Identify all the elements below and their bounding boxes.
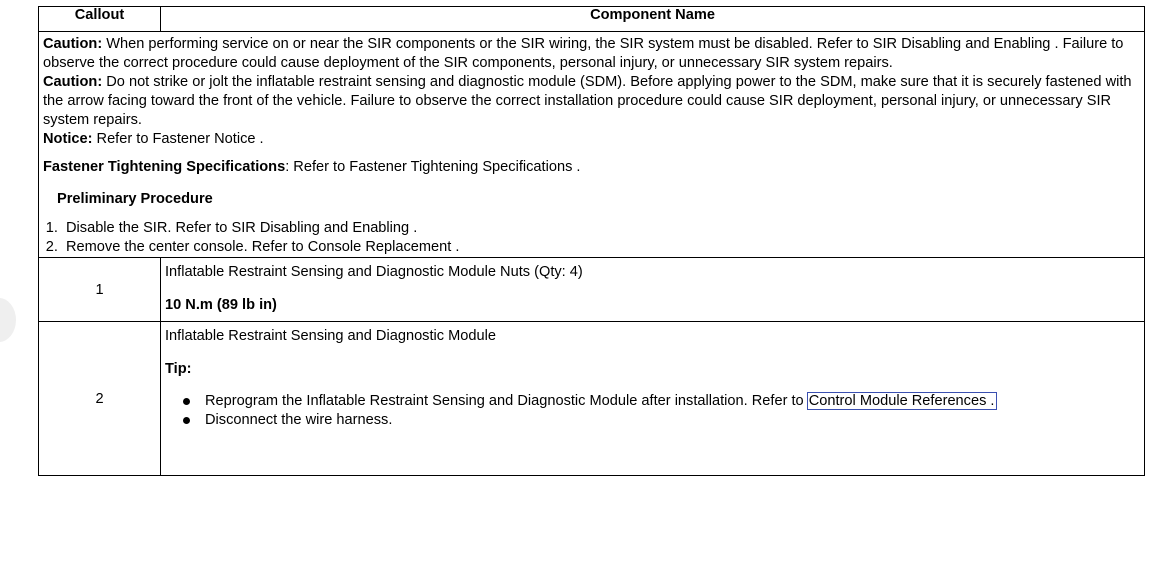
table-row <box>39 258 1145 322</box>
preliminary-procedure-title: Preliminary Procedure <box>57 191 213 207</box>
component-cell <box>161 322 1145 476</box>
table-row <box>39 322 1145 476</box>
list-item <box>205 392 1140 411</box>
caution-label: Caution: <box>43 74 103 90</box>
notice-text: Refer to Fastener Notice . <box>92 131 264 147</box>
torque-spec: 10 N.m (89 lb in) <box>165 297 277 313</box>
callout-header: Callout <box>39 7 161 32</box>
bullet-text: Reprogram the Inflatable Restraint Sensing and Diagnostic Module after installation. Refer to <box>205 393 808 409</box>
intro-row <box>39 32 1145 258</box>
caution-paragraph-2 <box>43 73 1140 130</box>
notice-label: Notice: <box>43 131 93 147</box>
component-name: Inflatable Restraint Sensing and Diagnostic Module <box>165 328 496 344</box>
caution-label: Caution: <box>43 36 103 52</box>
caution-text: When performing service on or near the SIR components or the SIR wiring, the SIR system must be disabled. Refer to SIR Disabling and Enabling . Failure to observe the correct procedure could cause deployment of the SIR components, personal injury, or unnecessary SIR system repairs. <box>43 36 1124 71</box>
component-name-header: Component Name <box>161 7 1145 32</box>
list-item: Disconnect the wire harness. <box>205 411 1140 430</box>
preliminary-steps-list <box>43 219 1140 257</box>
intro-cell <box>39 32 1145 258</box>
caution-paragraph-1 <box>43 35 1140 73</box>
tip-bullet-list <box>165 392 1140 430</box>
callout-number: 1 <box>39 258 161 322</box>
notice-paragraph <box>43 130 1140 149</box>
list-item: 1. Disable the SIR. Refer to SIR Disabling and Enabling . <box>62 219 1140 238</box>
edge-shadow <box>0 298 16 342</box>
caution-text: Do not strike or jolt the inflatable restraint sensing and diagnostic module (SDM). Before applying power to the SDM, make sure that it is securely fastened with the arrow facing toward the front of the vehicle. Failure to observe the correct installation procedure could cause SIR deployment, personal injury, or unnecessary SIR system repairs. <box>43 74 1132 128</box>
control-module-references-link[interactable]: Control Module References . <box>808 393 995 409</box>
list-item: 2. Remove the center console. Refer to Console Replacement . <box>62 238 1140 257</box>
fastener-spec-text: : Refer to Fastener Tightening Specifications . <box>285 159 581 175</box>
fastener-spec-paragraph <box>43 158 1140 177</box>
component-cell <box>161 258 1145 322</box>
tip-label: Tip: <box>165 361 192 377</box>
fastener-spec-label: Fastener Tightening Specifications <box>43 159 286 175</box>
table-header-row <box>39 7 1145 32</box>
callout-number: 2 <box>39 322 161 476</box>
component-name: Inflatable Restraint Sensing and Diagnostic Module Nuts (Qty: 4) <box>165 264 583 280</box>
procedure-table <box>38 6 1145 476</box>
